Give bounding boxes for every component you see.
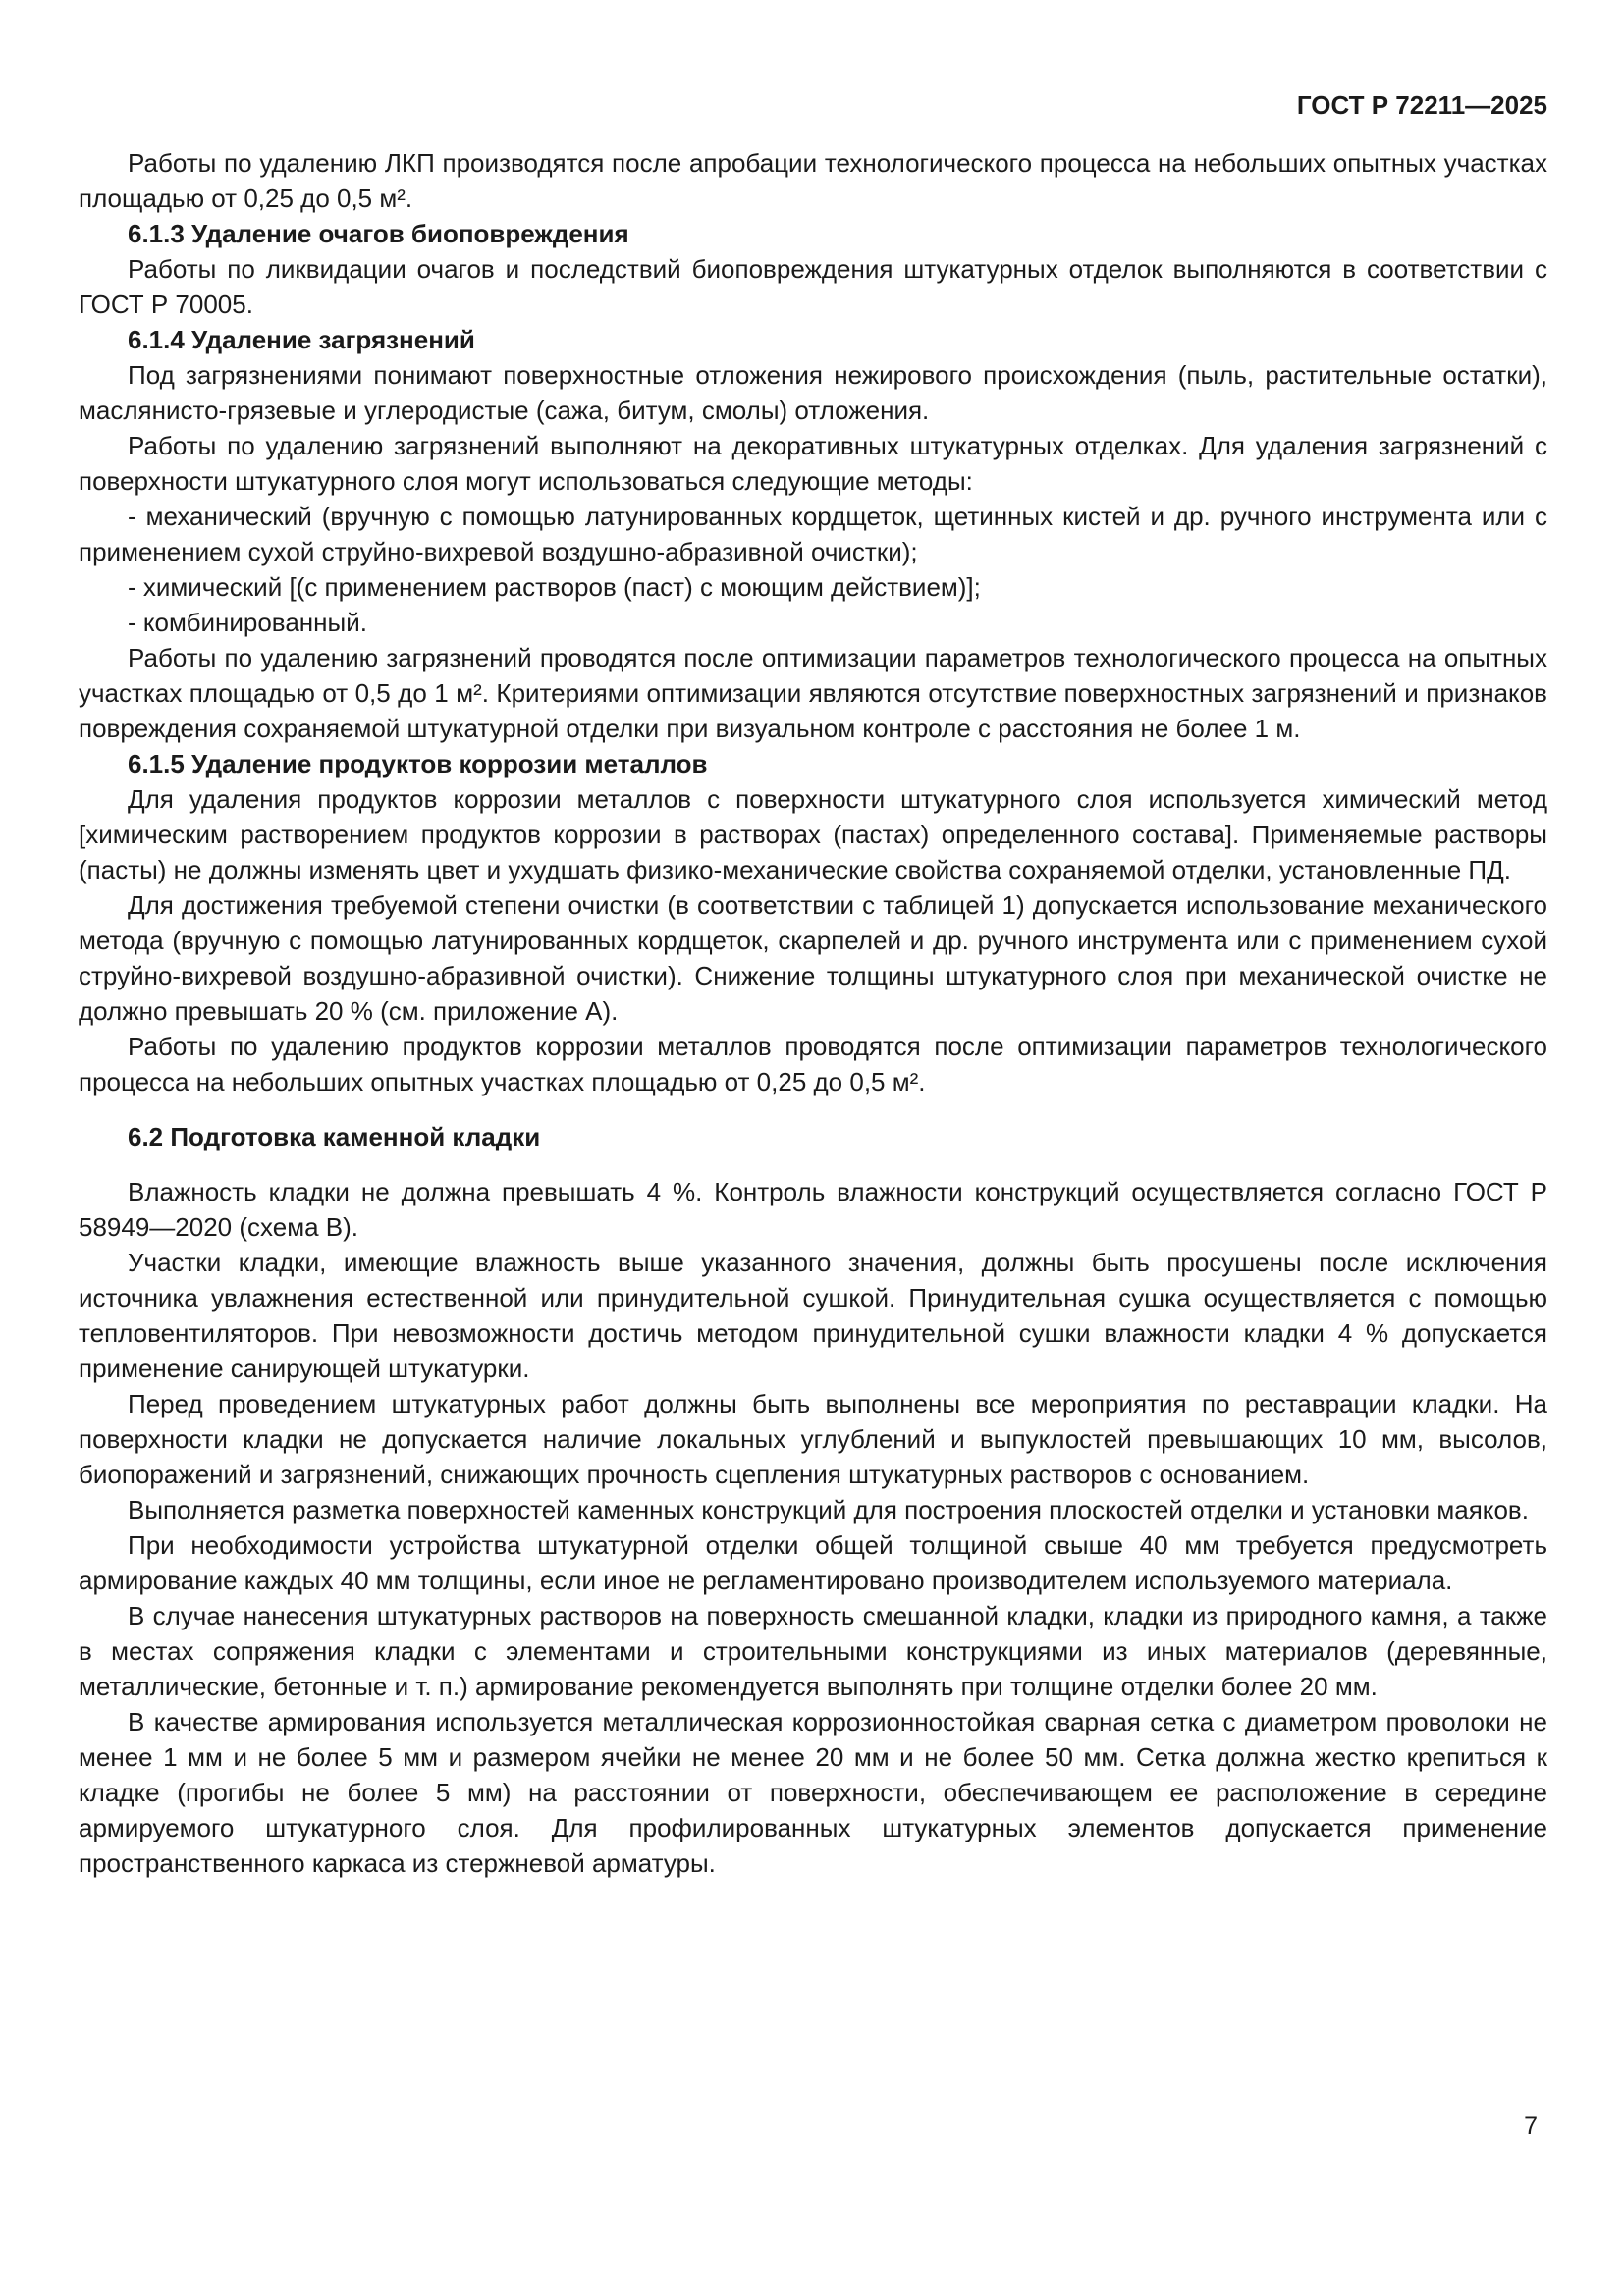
paragraph: Работы по удалению продуктов коррозии металлов проводятся после оптимизации параметров технологического процесса на небольших опытных участках площадью от 0,25 до 0,5 м². xyxy=(79,1032,1547,1096)
paragraph: Работы по ликвидации очагов и последствий биоповреждения штукатурных отделок выполняются в соответствии с ГОСТ Р 70005. xyxy=(79,254,1547,319)
list-item: - комбинированный. xyxy=(128,608,367,637)
paragraph: Работы по удалению загрязнений проводятся после оптимизации параметров технологического процесса на опытных участках площадью от 0,5 до 1 м². Критериями оптимизации являются отсутствие поверхностных загрязнений и признаков повреждения сохраняемой штукатурной отделки при визуальном контроле с расстояния не более 1 м. xyxy=(79,643,1547,743)
section-heading-6-1-4: 6.1.4 Удаление загрязнений xyxy=(128,325,475,354)
paragraph: Влажность кладки не должна превышать 4 %. Контроль влажности конструкций осуществляется согласно ГОСТ Р 58949—2020 (схема В). xyxy=(79,1177,1547,1242)
list-item: - механический (вручную с помощью латунированных кордщеток, щетинных кистей и др. ручного инструмента или с применением сухой струйно-вихревой воздушно-абразивной очистки); xyxy=(79,502,1547,566)
list-item: - химический [(с применением растворов (паст) с моющим действием)]; xyxy=(128,572,981,602)
document-body xyxy=(79,145,1547,1881)
section-heading-6-2: 6.2 Подготовка каменной кладки xyxy=(128,1122,541,1151)
doc-code: ГОСТ Р 72211—2025 xyxy=(1296,90,1547,120)
paragraph: В качестве армирования используется металлическая коррозионностойкая сварная сетка с диаметром проволоки не менее 1 мм и не более 5 мм и размером ячейки не менее 20 мм и не более 50 мм. Сетка должна жестко крепиться к кладке (прогибы не более 5 мм) на расстоянии от поверхности, обеспечивающем ее расположение в середине армируемого штукатурного слоя. Для профилированных штукатурных элементов допускается применение пространственного каркаса из стержневой арматуры. xyxy=(79,1707,1547,1878)
paragraph: Выполняется разметка поверхностей каменных конструкций для построения плоскостей отделки и установки маяков. xyxy=(128,1495,1529,1524)
paragraph: В случае нанесения штукатурных растворов на поверхность смешанной кладки, кладки из природного камня, а также в местах сопряжения кладки с элементами и строительными конструкциями из иных материалов (деревянные, металлические, бетонные и т. п.) армирование рекомендуется выполнять при толщине отделки более 20 мм. xyxy=(79,1601,1547,1701)
paragraph: Перед проведением штукатурных работ должны быть выполнены все мероприятия по реставрации кладки. На поверхности кладки не допускается наличие локальных углублений и выпуклостей превышающих 10 мм, высолов, биопоражений и загрязнений, снижающих прочность сцепления штукатурных растворов с основанием. xyxy=(79,1389,1547,1489)
paragraph: При необходимости устройства штукатурной отделки общей толщиной свыше 40 мм требуется предусмотреть армирование каждых 40 мм толщины, если иное не регламентировано производителем используемого материала. xyxy=(79,1530,1547,1595)
paragraph: Участки кладки, имеющие влажность выше указанного значения, должны быть просушены после исключения источника увлажнения естественной или принудительной сушкой. Принудительная сушка осуществляется с помощью тепловентиляторов. При невозможности достичь методом принудительной сушки влажности кладки 4 % допускается применение санирующей штукатурки. xyxy=(79,1248,1547,1383)
page-header xyxy=(79,90,1547,120)
paragraph: Для удаления продуктов коррозии металлов с поверхности штукатурного слоя используется химический метод [химическим растворением продуктов коррозии в растворах (пастах) определенного состава]. Применяемые растворы (пасты) не должны изменять цвет и ухудшать физико-механические свойства сохраняемой отделки, установленные ПД. xyxy=(79,784,1547,884)
paragraph: Работы по удалению ЛКП производятся после апробации технологического процесса на небольших опытных участках площадью от 0,25 до 0,5 м². xyxy=(79,148,1547,213)
page-number: 7 xyxy=(1524,2112,1538,2140)
paragraph: Для достижения требуемой степени очистки (в соответствии с таблицей 1) допускается использование механического метода (вручную с помощью латунированных кордщеток, скарпелей и др. ручного инструмента или с применением сухой струйно-вихревой воздушно-абразивной очистки). Снижение толщины штукатурного слоя при механической очистке не должно превышать 20 % (см. приложение А). xyxy=(79,890,1547,1026)
section-heading-6-1-5: 6.1.5 Удаление продуктов коррозии металлов xyxy=(128,749,708,778)
section-heading-6-1-3: 6.1.3 Удаление очагов биоповреждения xyxy=(128,219,629,248)
paragraph: Работы по удалению загрязнений выполняют на декоративных штукатурных отделках. Для удаления загрязнений с поверхности штукатурного слоя могут использоваться следующие методы: xyxy=(79,431,1547,496)
paragraph: Под загрязнениями понимают поверхностные отложения нежирового происхождения (пыль, растительные остатки), маслянисто-грязевые и углеродистые (сажа, битум, смолы) отложения. xyxy=(79,360,1547,425)
